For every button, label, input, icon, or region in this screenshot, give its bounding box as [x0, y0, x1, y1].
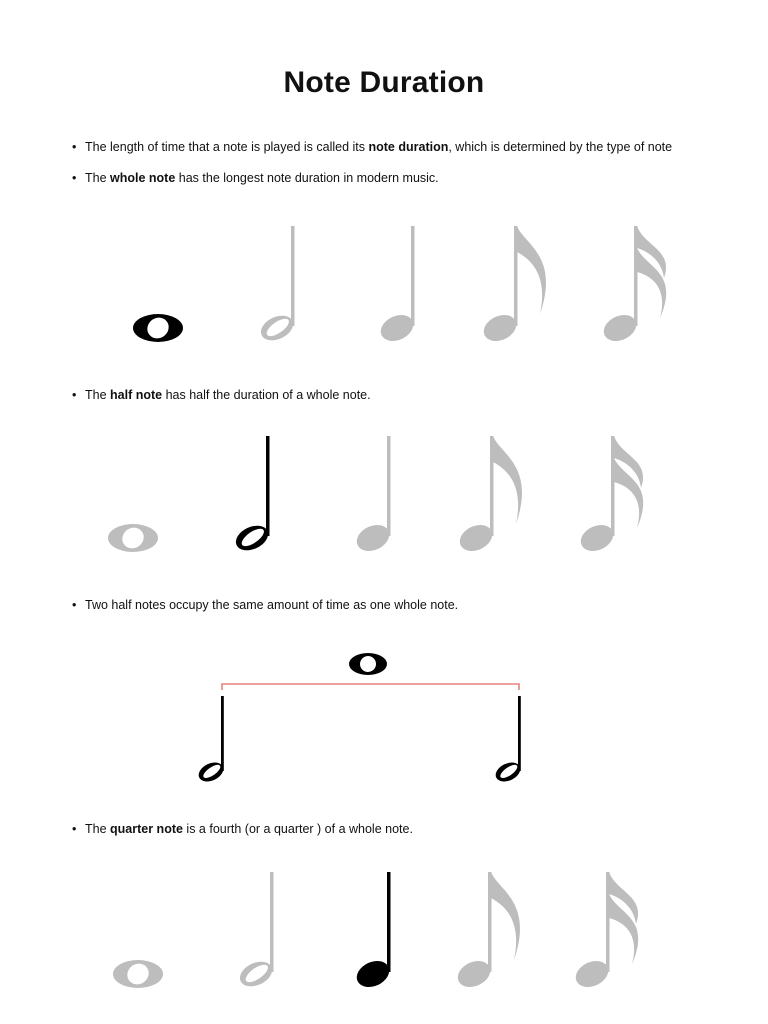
whole-note-icon [349, 653, 387, 675]
bullet-note-duration [72, 140, 692, 155]
bullet-text: The length of time that a note is played is called its [85, 140, 369, 154]
page-title: Note Duration [283, 66, 485, 99]
bullet-bold-term: quarter note [110, 822, 183, 836]
two-halves-diagram [0, 640, 768, 790]
bullet-whole-note [72, 171, 692, 186]
bullet-text: The [85, 171, 111, 185]
eighth-note-icon [480, 226, 546, 346]
note-row-half [0, 430, 768, 560]
bullet-text: The [85, 388, 111, 402]
quarter-note-icon [377, 226, 418, 346]
bullet-dot: • [72, 171, 77, 185]
quarter-note-icon [353, 872, 394, 992]
half-note-icon [257, 226, 297, 345]
whole-note-icon [133, 313, 183, 342]
note-row-whole [0, 220, 768, 350]
bullet-bold-term: whole note [110, 171, 176, 185]
sixteenth-note-icon [577, 436, 644, 556]
whole-note-icon [113, 959, 163, 988]
whole-note-icon [108, 523, 158, 552]
bullet-text: Two half notes occupy the same amount of time as one whole note. [85, 598, 459, 612]
bullet-two-halves [72, 598, 692, 613]
sixteenth-note-icon [600, 226, 667, 346]
bullet-dot: • [72, 388, 77, 402]
bullet-dot: • [72, 822, 77, 836]
bracket-line [222, 684, 519, 690]
bullet-bold-term: half note [110, 388, 163, 402]
half-note-icon [196, 696, 227, 785]
bullet-text: has half the duration of a whole note. [162, 388, 371, 402]
sixteenth-note-icon [572, 872, 639, 992]
note-row-quarter [0, 868, 768, 998]
eighth-note-icon [456, 436, 522, 556]
quarter-note-icon [353, 436, 394, 556]
half-note-icon [493, 696, 524, 785]
bullet-text: has the longest note duration in modern music. [175, 171, 439, 185]
bullet-quarter-note [72, 822, 692, 837]
bullet-bold-term: note duration [368, 140, 449, 154]
half-note-icon [232, 436, 272, 555]
bullet-text: , which is determined by the type of note [448, 140, 673, 154]
bullet-dot: • [72, 598, 77, 612]
bullet-text: is a fourth (or a quarter ) of a whole note. [182, 822, 413, 836]
half-note-icon [236, 872, 276, 991]
bullet-text: The [85, 822, 111, 836]
eighth-note-icon [454, 872, 520, 992]
bullet-dot: • [72, 140, 77, 154]
bullet-half-note [72, 388, 692, 403]
